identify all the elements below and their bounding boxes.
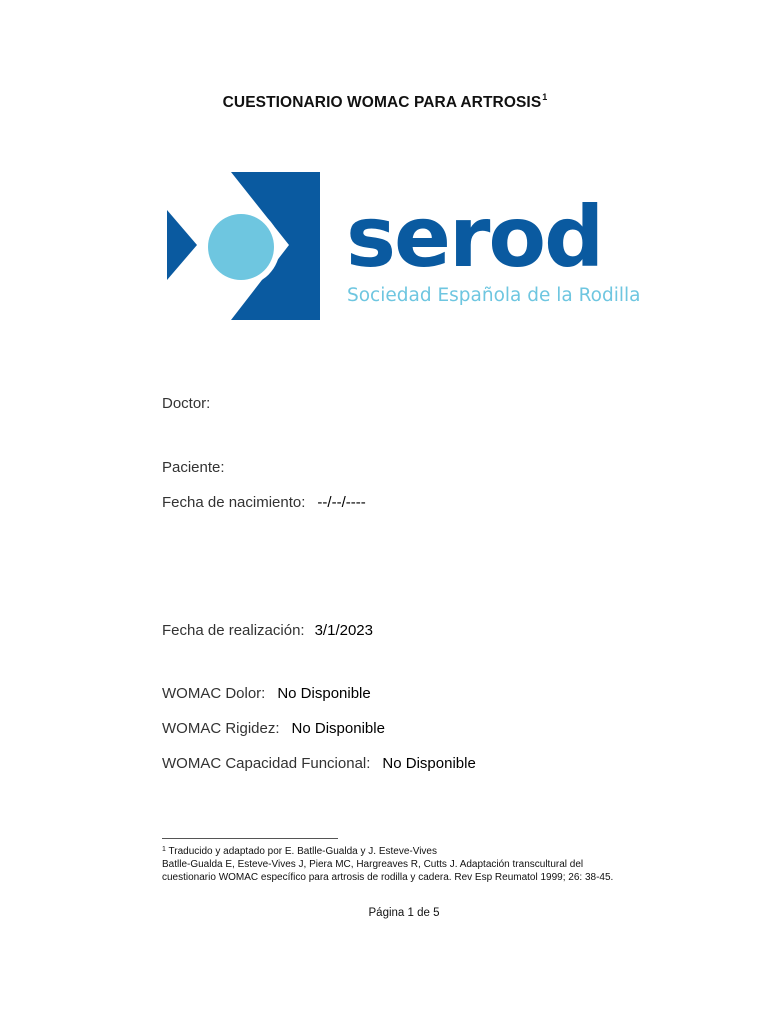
womac-dolor-value: No Disponible bbox=[277, 685, 371, 702]
serod-logo-graphic bbox=[164, 170, 664, 325]
serod-logo bbox=[164, 170, 664, 325]
doctor-field bbox=[162, 395, 220, 412]
page-number: Página 1 de 5 bbox=[368, 907, 440, 919]
fecha-realizacion-value: 3/1/2023 bbox=[314, 622, 373, 639]
logo-left-triangle bbox=[167, 210, 197, 280]
logo-tagline: Sociedad Española de la Rodilla bbox=[347, 285, 641, 306]
document-title bbox=[0, 92, 768, 112]
womac-capacidad-value: No Disponible bbox=[382, 755, 476, 772]
logo-circle bbox=[208, 214, 274, 280]
paciente-field bbox=[162, 459, 235, 476]
footnote bbox=[162, 843, 632, 884]
fecha-realizacion-label: Fecha de realización: bbox=[162, 622, 305, 639]
womac-rigidez-label: WOMAC Rigidez: bbox=[162, 720, 280, 737]
footnote-mark: 1 bbox=[162, 846, 166, 853]
fecha-nacimiento-field bbox=[162, 494, 366, 511]
logo-wordmark: serod bbox=[346, 188, 603, 286]
title-footnote-mark: 1 bbox=[542, 92, 548, 102]
womac-rigidez-field bbox=[162, 720, 385, 737]
footnote-line-2: Batlle-Gualda E, Esteve-Vives J, Piera MC, Hargreaves R, Cutts J. Adaptación transcultural del bbox=[162, 859, 584, 870]
womac-dolor-field bbox=[162, 685, 371, 702]
womac-capacidad-label: WOMAC Capacidad Funcional: bbox=[162, 755, 371, 772]
womac-capacidad-field bbox=[162, 755, 476, 772]
paciente-label: Paciente: bbox=[162, 459, 225, 476]
fecha-nacimiento-label: Fecha de nacimiento: bbox=[162, 494, 306, 511]
footnote-line-1 bbox=[162, 843, 632, 858]
womac-rigidez-value: No Disponible bbox=[291, 720, 385, 737]
doctor-label: Doctor: bbox=[162, 395, 211, 412]
womac-dolor-label: WOMAC Dolor: bbox=[162, 685, 266, 702]
document-title-text: CUESTIONARIO WOMAC PARA ARTROSIS bbox=[222, 94, 542, 111]
footnote-line-1-text: Traducido y adaptado por E. Batlle-Gualda y J. Esteve-Vives bbox=[168, 846, 437, 857]
fecha-nacimiento-value: --/--/---- bbox=[317, 494, 366, 511]
footnote-line-3: cuestionario WOMAC específico para artrosis de rodilla y cadera. Rev Esp Reumatol 1999; 26: 38-45. bbox=[162, 872, 614, 883]
fecha-realizacion-field bbox=[162, 622, 373, 639]
footnote-divider bbox=[162, 838, 338, 839]
